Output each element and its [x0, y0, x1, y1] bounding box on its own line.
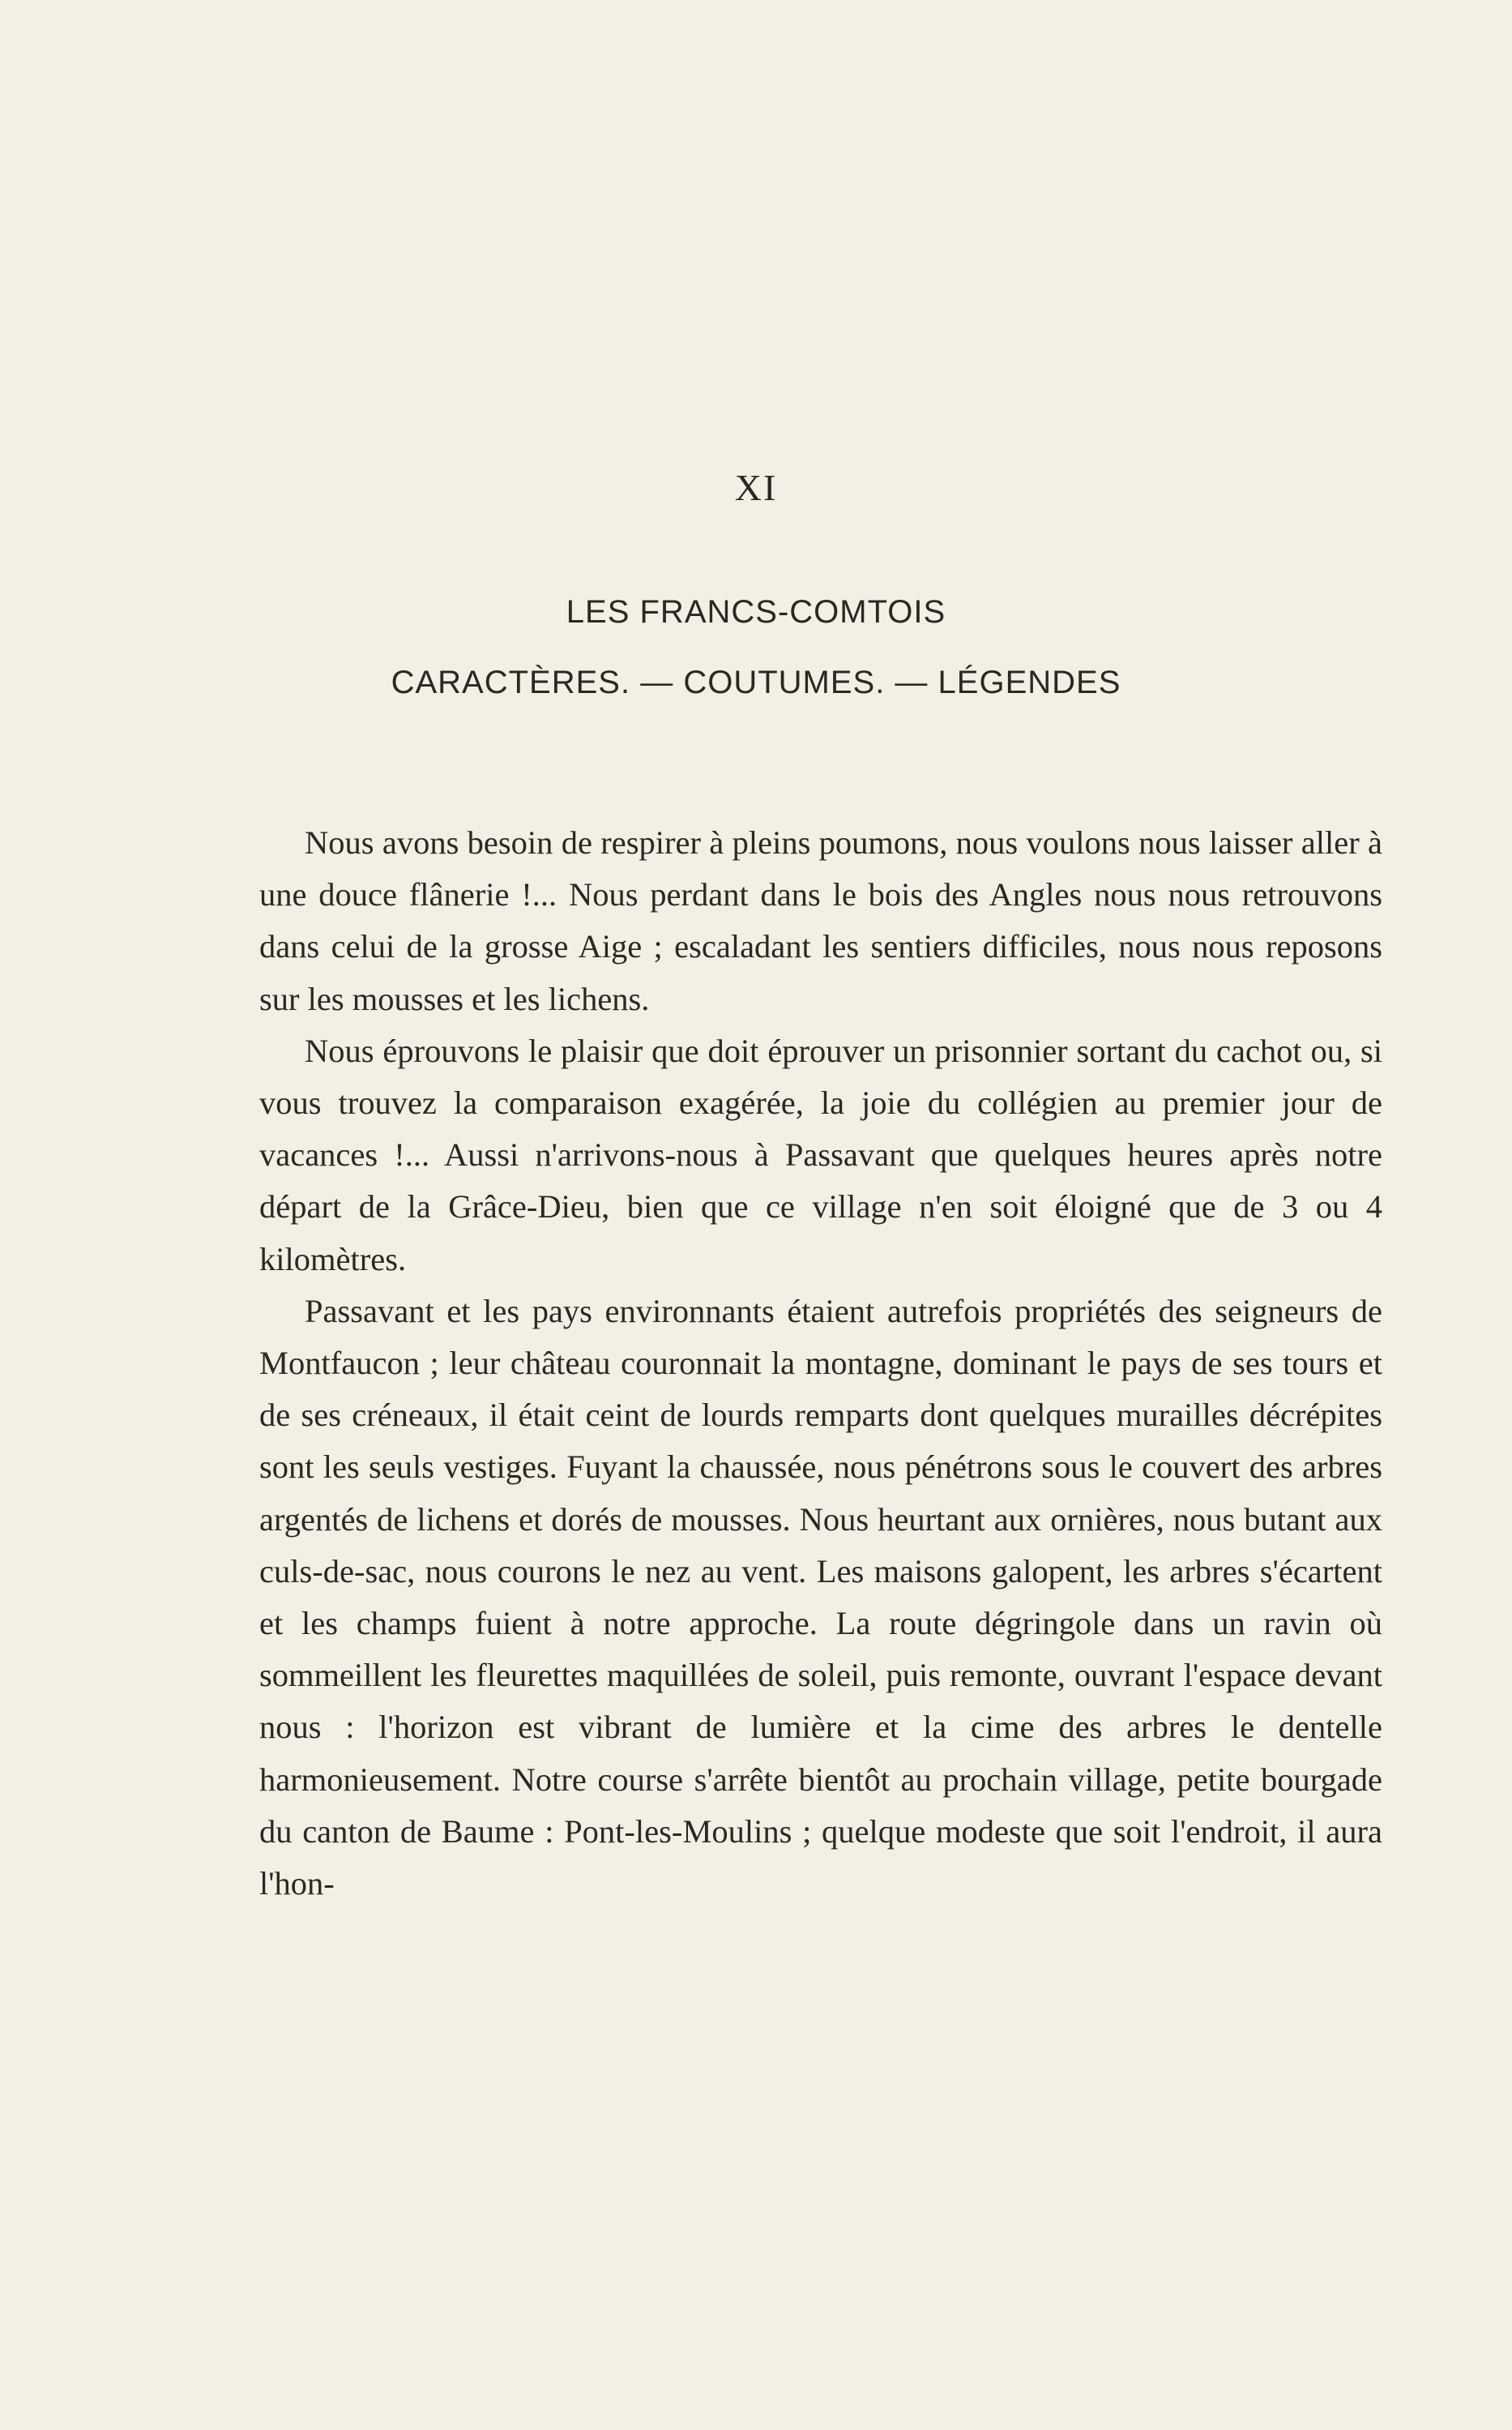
paragraph-3: Passavant et les pays environnants étaient autrefois propriétés des seigneurs de Montfaucon ; leur château couronnait la montagne, dominant le pays de ses tours et de ses créneaux, il était ceint de lourds remparts dont quelques murailles décrépites sont les seuls vestiges. Fuyant la chaussée, nous pénétrons sous le couvert des arbres argentés de lichens et dorés de mousses. Nous heurtant aux ornières, nous butant aux culs-de-sac, nous courons le nez au vent. Les maisons galopent, les arbres s'écartent et les champs fuient à notre approche. La route dégringole dans un ravin où sommeillent les fleurettes maquillées de soleil, puis remonte, ouvrant l'espace devant nous : l'horizon est vibrant de lumière et la cime des arbres le dentelle harmonieusement. Notre course s'arrête bientôt au prochain village, petite bourgade du canton de Baume : Pont-les-Moulins ; quelque modeste que soit l'endroit, il aura l'hon-: [259, 1292, 1382, 1902]
chapter-subtitle: CARACTÈRES. — COUTUMES. — LÉGENDES: [391, 665, 1121, 700]
chapter-number: XI: [734, 467, 778, 508]
paragraph-1: Nous avons besoin de respirer à pleins poumons, nous voulons nous laisser aller à une douce flânerie !... Nous perdant dans le bois des Angles nous nous retrouvons dans celui de la grosse Aige ; escaladant les sentiers difficiles, nous nous reposons sur les mousses et les lichens.: [259, 824, 1382, 1017]
body-text: [259, 817, 1382, 1910]
paragraph-2: Nous éprouvons le plaisir que doit éprouver un prisonnier sortant du cachot ou, si vous trouvez la comparaison exagérée, la joie du collégien au premier jour de vacances !... Aussi n'arrivons-nous à Passavant que quelques heures après notre départ de la Grâce-Dieu, bien que ce village n'en soit éloigné que de 3 ou 4 kilomètres.: [259, 1032, 1382, 1277]
chapter-title: LES FRANCS-COMTOIS: [566, 594, 946, 630]
